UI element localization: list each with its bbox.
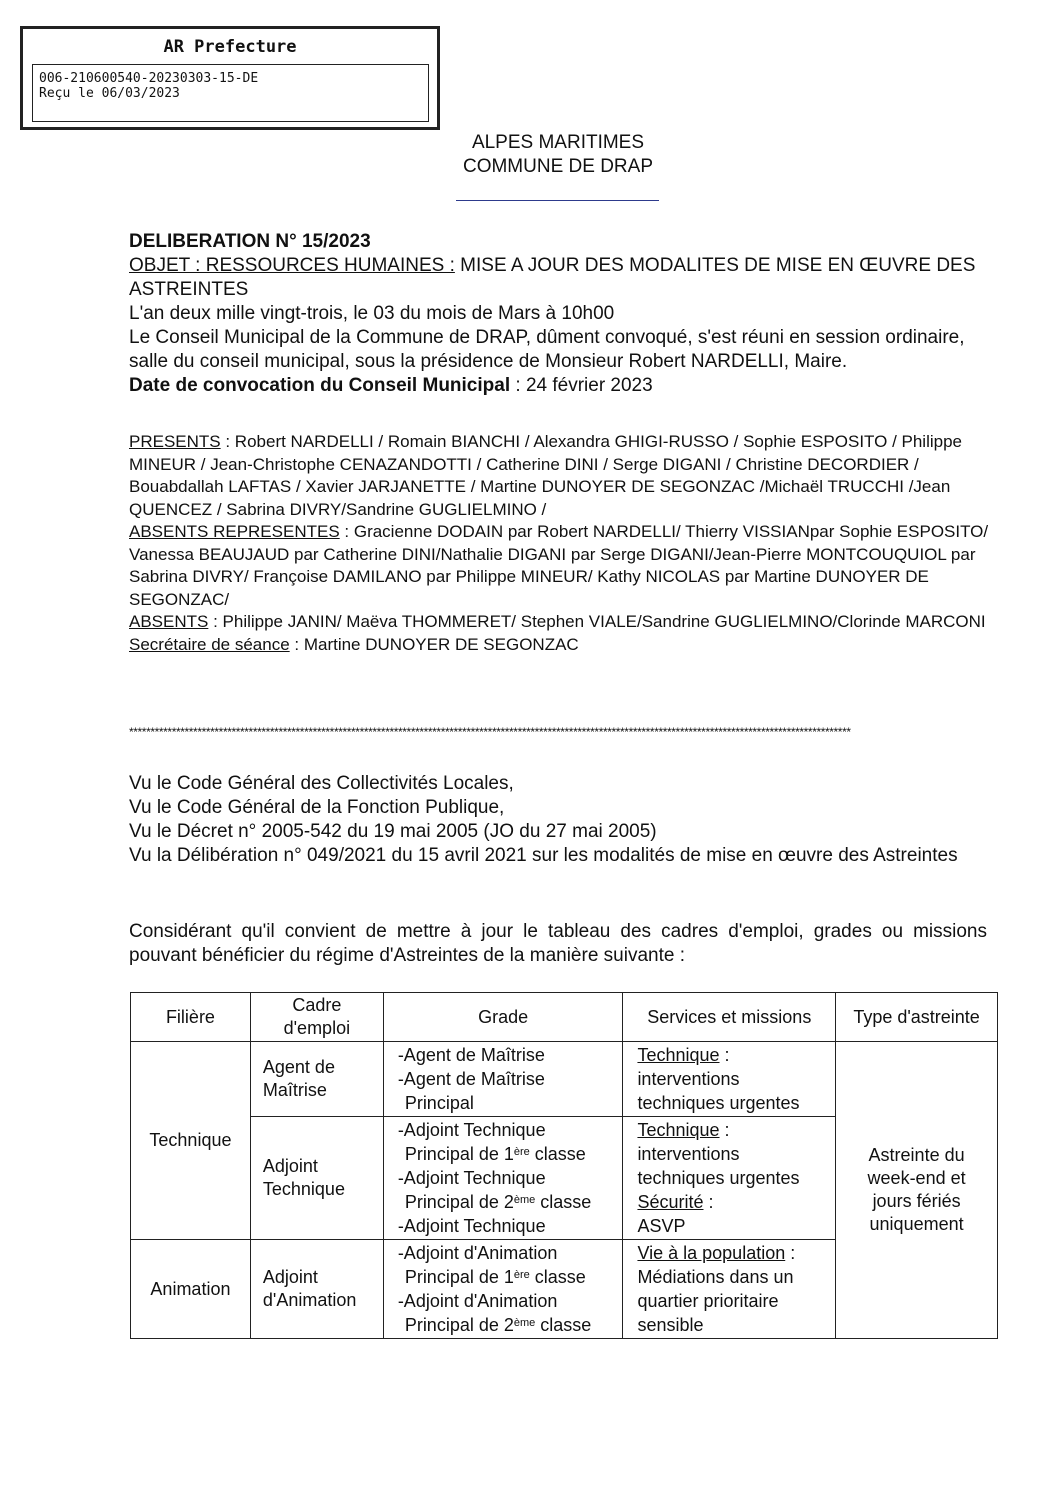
header-department: ALPES MARITIMES — [471, 132, 645, 153]
stamp-reference: 006-210600540-20230303-15-DE — [39, 71, 259, 86]
astreintes-table — [130, 992, 998, 1339]
absents-represented-label: ABSENTS REPRESENTES — [129, 522, 340, 541]
vu-item: Vu le Décret n° 2005-542 du 19 mai 2005 (JO du 27 mai 2005) — [129, 821, 657, 842]
header-filiere: Filière — [131, 993, 251, 1042]
presents-paragraph — [129, 431, 989, 521]
stamp-title: AR Prefecture — [163, 37, 297, 57]
services-adjoint-technique: Technique : interventions techniques urgentes Sécurité : ASVP — [623, 1117, 836, 1240]
attendance-block — [129, 431, 989, 656]
header-type: Type d'astreinte — [836, 993, 998, 1042]
vu-item: Vu le Code Général de la Fonction Publique, — [129, 797, 505, 818]
grade-adjoint-technique: -Adjoint Technique Principal de 1ère classe -Adjoint Technique Principal de 2ème classe -Adjoint Technique — [383, 1117, 623, 1240]
deliberation-number: DELIBERATION N° 15/2023 — [129, 231, 371, 252]
secretaire-label: Secrétaire de séance — [129, 634, 290, 654]
deliberation-objet — [129, 254, 989, 302]
prefecture-stamp — [20, 26, 440, 130]
services-adjoint-animation: Vie à la population : Médiations dans un quartier prioritaire sensible — [623, 1240, 836, 1339]
objet-text: MISE A JOUR DES MODALITES DE MISE EN ŒUVRE DES ASTREINTES — [129, 255, 976, 300]
presents-label: PRESENTS — [129, 432, 221, 451]
services-agent-maitrise: Technique : interventions techniques urgentes — [623, 1042, 836, 1117]
header-services: Services et missions — [623, 993, 836, 1042]
deliberation-block — [129, 230, 989, 398]
cadre-adjoint-technique: Adjoint Technique — [250, 1117, 383, 1240]
grade-adjoint-animation: -Adjoint d'Animation Principal de 1ère classe -Adjoint d'Animation Principal de 2ème classe — [383, 1240, 623, 1339]
type-astreinte: Astreinte du week-end et jours fériés uniquement — [836, 1042, 998, 1339]
cadre-adjoint-animation: Adjoint d'Animation — [250, 1240, 383, 1339]
vu-block — [129, 772, 989, 868]
secretaire-name: : Martine DUNOYER DE SEGONZAC — [289, 634, 579, 654]
considerant-paragraph: Considérant qu'il convient de mettre à jour le tableau des cadres d'emploi, grades ou missions pouvant bénéficier du régime d'Astreintes de la manière suivante : — [129, 921, 987, 966]
cadre-agent-maitrise: Agent de Maîtrise — [250, 1042, 383, 1117]
stamp-received-date: Reçu le 06/03/2023 — [39, 86, 180, 101]
absents-represented-paragraph — [129, 521, 989, 611]
header-divider — [456, 200, 659, 201]
table-row — [131, 1042, 998, 1117]
convocation-value: : 24 février 2023 — [510, 375, 653, 396]
separator-stars: ************************************************************************************************************************************************************************* — [129, 726, 851, 738]
header-cadre: Cadre d'emploi — [250, 993, 383, 1042]
table-header-row — [131, 993, 998, 1042]
absents-label: ABSENTS — [129, 612, 209, 631]
stamp-reference-box — [32, 64, 429, 122]
convocation-line — [129, 374, 989, 398]
presents-list: : Robert NARDELLI / Romain BIANCHI / Alexandra GHIGI-RUSSO / Sophie ESPOSITO / Philippe MINEUR / Jean-Christophe CENAZANDOTTI / Catherine DINI / Serge DIGANI / Christine DECORDIER / Bouabdallah LAFTAS / Xavier JARJANETTE / Martine DUNOYER DE SEGONZAC /Michaël TRUCCHI /Jean QUENCEZ / Sabrina DIVRY/Sandrine GUGLIELMINO / — [129, 432, 962, 519]
header-grade: Grade — [383, 993, 623, 1042]
convocation-label: Date de convocation du Conseil Municipal — [129, 375, 511, 396]
header-commune: COMMUNE DE DRAP — [462, 156, 653, 177]
filiere-technique: Technique — [131, 1042, 251, 1240]
session-date: L'an deux mille vingt-trois, le 03 du mois de Mars à 10h00 — [129, 303, 615, 324]
secretaire-paragraph — [129, 634, 989, 657]
grade-agent-maitrise: -Agent de Maîtrise -Agent de Maîtrise Principal — [383, 1042, 623, 1117]
vu-item: Vu le Code Général des Collectivités Locales, — [129, 773, 514, 794]
conseil-text: Le Conseil Municipal de la Commune de DRAP, dûment convoqué, s'est réuni en session ordinaire, salle du conseil municipal, sous la présidence de Monsieur Robert NARDELLI, Maire. — [129, 327, 965, 372]
objet-label: OBJET : RESSOURCES HUMAINES : — [129, 255, 455, 276]
filiere-animation: Animation — [131, 1240, 251, 1339]
absents-paragraph — [129, 611, 989, 634]
absents-represented-list: : Gracienne DODAIN par Robert NARDELLI/ Thierry VISSIANpar Sophie ESPOSITO/ Vanessa BEAUJAUD par Catherine DINI/Nathalie DIGANI par Serge DIGANI/Jean-Pierre MONTCOUQUIOL par Sabrina DIVRY/ Françoise DAMILANO par Philippe MINEUR/ Kathy NICOLAS par Martine DUNOYER DE SEGONZAC/ — [129, 522, 989, 609]
absents-list: : Philippe JANIN/ Maëva THOMMERET/ Stephen VIALE/Sandrine GUGLIELMINO/Clorinde MARCONI — [208, 612, 986, 631]
vu-item: Vu la Délibération n° 049/2021 du 15 avril 2021 sur les modalités de mise en œuvre des Astreintes — [129, 845, 958, 866]
